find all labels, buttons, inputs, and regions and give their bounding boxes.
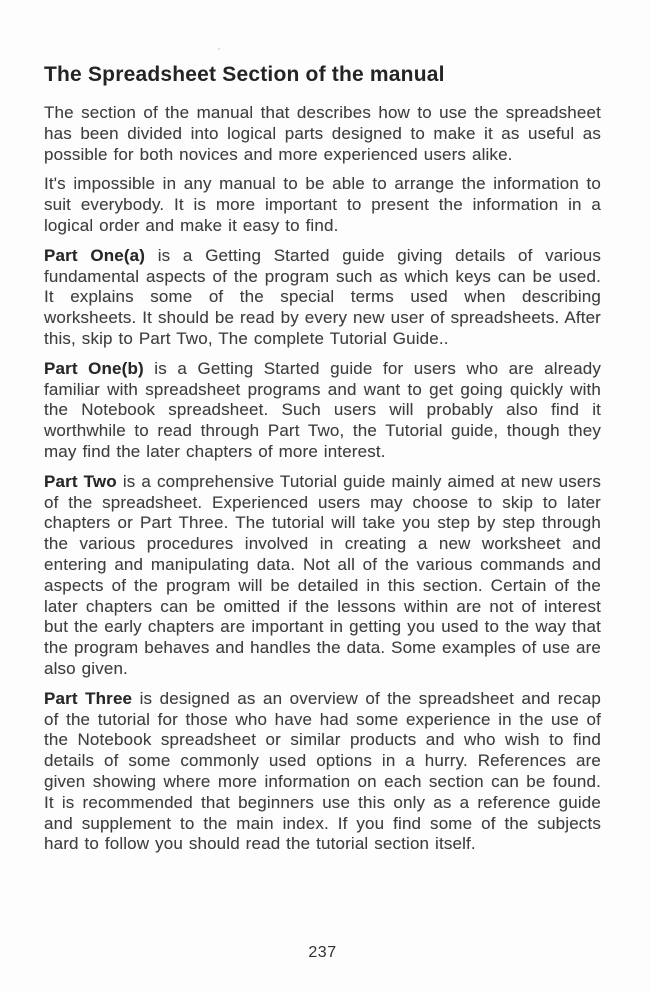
- paragraph: [44, 174, 601, 236]
- paragraph-lead: Part One(b): [44, 358, 144, 378]
- paragraph: [44, 472, 601, 680]
- scan-artifact: [218, 48, 220, 50]
- paragraph-lead: Part Three: [44, 688, 133, 708]
- paragraph: [44, 246, 601, 350]
- page-content: [44, 62, 601, 864]
- paragraph: [44, 359, 601, 463]
- page-number: 237: [308, 944, 337, 961]
- paragraph-lead: Part Two: [44, 471, 117, 491]
- paragraph-text: is a comprehensive Tutorial guide mainly aimed at new users of the spreadsheet. Experienced users may choose to skip to later chapters or Part Three. The tutorial will take you step by step through the various procedures involved in creating a new worksheet and entering and manipulating data. Not all of the various commands and aspects of the program will be detailed in this section. Certain of the later chapters can be omitted if the lessons within are not of interest but the early chapters are important in getting you used to the way that the program behaves and handles the data. Some examples of use are also given.: [44, 471, 601, 678]
- page-title: The Spreadsheet Section of the manual: [44, 63, 445, 86]
- paragraph-text: is designed as an overview of the spreadsheet and recap of the tutorial for those who have had some experience in the use of the Notebook spreadsheet or similar products and who wish to find details of some commonly used options in a hurry. References are given showing where more information on each section can be found. It is recommended that beginners use this only as a reference guide and supplement to the main index. If you find some of the subjects hard to follow you should read the tutorial section itself.: [44, 688, 602, 854]
- paragraph-text: The section of the manual that describes how to use the spreadsheet has been divided into logical parts designed to make it as useful as possible for both novices and more experienced users alike.: [44, 103, 601, 164]
- paragraph-text: is a Getting Started guide giving details of various fundamental aspects of the program such as which keys can be used. It explains some of the special terms used when describing worksheets. It should be read by every new user of spreadsheets. After this, skip to Part Two, The complete Tutorial Guide..: [44, 245, 601, 348]
- paragraph: [44, 689, 601, 855]
- paragraph-text: is a Getting Started guide for users who are already familiar with spreadsheet programs and want to get going quickly with the Notebook spreadsheet. Such users will probably also find it worthwhile to read through Part Two, the Tutorial guide, though they may find the later chapters of more interest.: [44, 358, 601, 461]
- paragraph-lead: Part One(a): [44, 245, 146, 265]
- paragraph-text: It's impossible in any manual to be able to arrange the information to suit everybody. It is more important to present the information in a logical order and make it easy to find.: [44, 174, 601, 235]
- paragraph: [44, 103, 601, 165]
